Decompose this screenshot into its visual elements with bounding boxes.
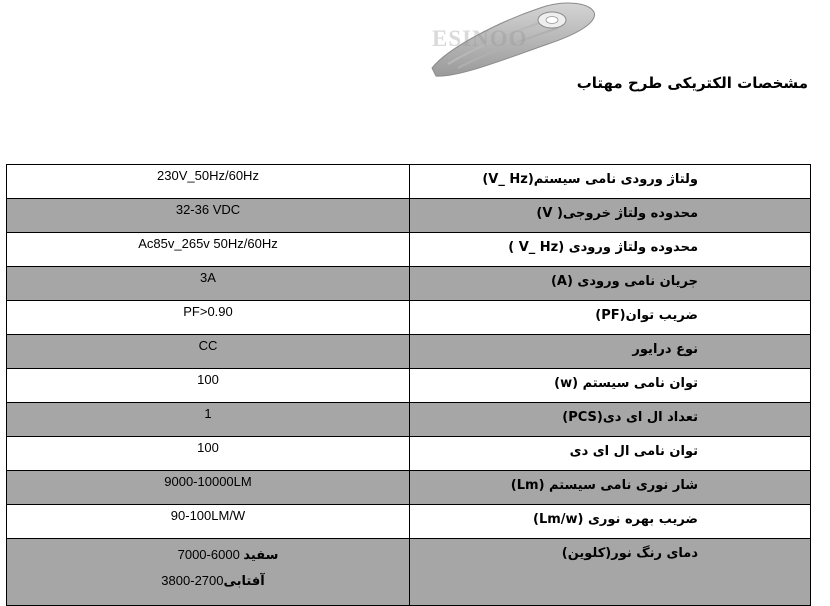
table-row (7, 471, 811, 505)
spec-label: محدوده ولتاژ ورودی (V_ Hz ) (410, 233, 811, 267)
spec-value: 100 (7, 437, 410, 471)
table-row (7, 165, 811, 199)
table-row-color-temp (7, 539, 811, 606)
spec-label: توان نامی سیستم (w) (410, 369, 811, 403)
table-row (7, 505, 811, 539)
spec-value: PF>0.90 (7, 301, 410, 335)
table-row (7, 199, 811, 233)
color-temp-value (7, 539, 410, 606)
spec-value: 230V_50Hz/60Hz (7, 165, 410, 199)
spec-value: 9000-10000LM (7, 471, 410, 505)
specs-table (6, 164, 811, 606)
spec-value: 1 (7, 403, 410, 437)
table-row (7, 301, 811, 335)
spec-label: تعداد ال ای دی(PCS) (410, 403, 811, 437)
page-title: مشخصات الکتریکی طرح مهتاب (576, 74, 808, 92)
spec-label: نوع درایور (410, 335, 811, 369)
table-row (7, 403, 811, 437)
spec-label: ضریب بهره نوری (Lm/w) (410, 505, 811, 539)
table-row (7, 267, 811, 301)
spec-label: شار نوری نامی سیستم (Lm) (410, 471, 811, 505)
table-row (7, 369, 811, 403)
color-temp-label: دمای رنگ نور(کلوین) (410, 539, 811, 606)
spec-label: ضریب توان(PF) (410, 301, 811, 335)
spec-value: 90-100LM/W (7, 505, 410, 539)
spec-label: جریان نامی ورودی (A) (410, 267, 811, 301)
spec-value: Ac85v_265v 50Hz/60Hz (7, 233, 410, 267)
color-temp-sun: آفتابی2700-3800 (161, 573, 265, 589)
spec-label: توان نامی ال ای دی (410, 437, 811, 471)
brand-watermark: ESINOO (432, 26, 528, 51)
spec-value: 3A (7, 267, 410, 301)
spec-value: CC (7, 335, 410, 369)
table-row (7, 233, 811, 267)
spec-label: محدوده ولتاژ خروجی( V) (410, 199, 811, 233)
spec-value: 32-36 VDC (7, 199, 410, 233)
table-row (7, 335, 811, 369)
spec-label: ولتاژ ورودی نامی سیستم(V_ Hz) (410, 165, 811, 199)
spec-value: 100 (7, 369, 410, 403)
color-temp-white: سفید 6000-7000 (177, 547, 279, 563)
table-row (7, 437, 811, 471)
